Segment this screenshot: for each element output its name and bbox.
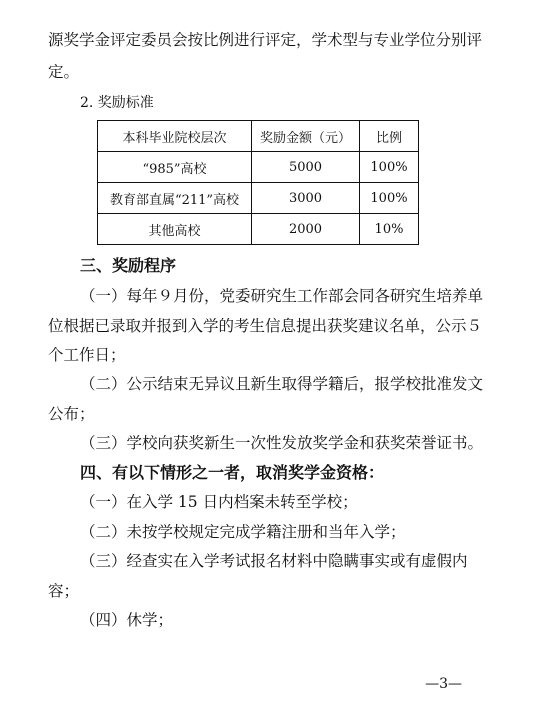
paragraph-line: 公布； [48, 405, 95, 423]
paragraph-line: （二）公示结束无异议且新生取得学籍后，报学校批准发文 [80, 375, 484, 393]
paragraph-line: 位根据已录取并报到入学的考生信息提出获奖建议名单，公示５ [48, 317, 483, 335]
table-header-row [98, 121, 419, 152]
table-cell: 100% [360, 183, 419, 214]
table-cell: 5000 [252, 152, 360, 183]
table-cell: 2000 [252, 214, 360, 245]
table-cell: “985”高校 [98, 152, 252, 183]
table-header-cell: 比例 [360, 121, 419, 152]
section-heading: 三、奖励程序 [80, 256, 177, 275]
page-number: —3— [425, 676, 462, 692]
list-item-continuation: 容； [48, 582, 80, 600]
list-item: （一）在入学 15 日内档案未转至学校； [80, 493, 358, 511]
list-item: （四）休学； [80, 611, 174, 629]
paragraph-line: 个工作日； [48, 346, 126, 364]
table-header-cell: 本科毕业院校层次 [98, 121, 252, 152]
table-cell: 10% [360, 214, 419, 245]
table-cell: 3000 [252, 183, 360, 214]
table-header-cell: 奖励金额（元） [252, 121, 360, 152]
table-row [98, 183, 419, 214]
subheading-award-standard: 2. 奖励标准 [80, 95, 154, 111]
table-row [98, 214, 419, 245]
paragraph-line: （一）每年９月份，党委研究生工作部会同各研究生培养单 [80, 287, 484, 305]
paragraph-line: 源奖学金评定委员会按比例进行评定，学术型与专业学位分别评 [48, 31, 483, 49]
list-item: （三）经查实在入学考试报名材料中隐瞒事实或有虚假内 [80, 552, 468, 570]
paragraph-line: （三）学校向获奖新生一次性发放奖学金和获奖荣誉证书。 [80, 434, 484, 452]
table-cell: 其他高校 [98, 214, 252, 245]
paragraph-line: 定。 [48, 63, 80, 81]
list-item: （二）未按学校规定完成学籍注册和当年入学； [80, 523, 406, 541]
section-heading: 四、有以下情形之一者，取消奖学金资格： [80, 463, 385, 482]
table-cell: 100% [360, 152, 419, 183]
table-row [98, 152, 419, 183]
award-standard-table [97, 120, 419, 245]
table-cell: 教育部直属“211”高校 [98, 183, 252, 214]
